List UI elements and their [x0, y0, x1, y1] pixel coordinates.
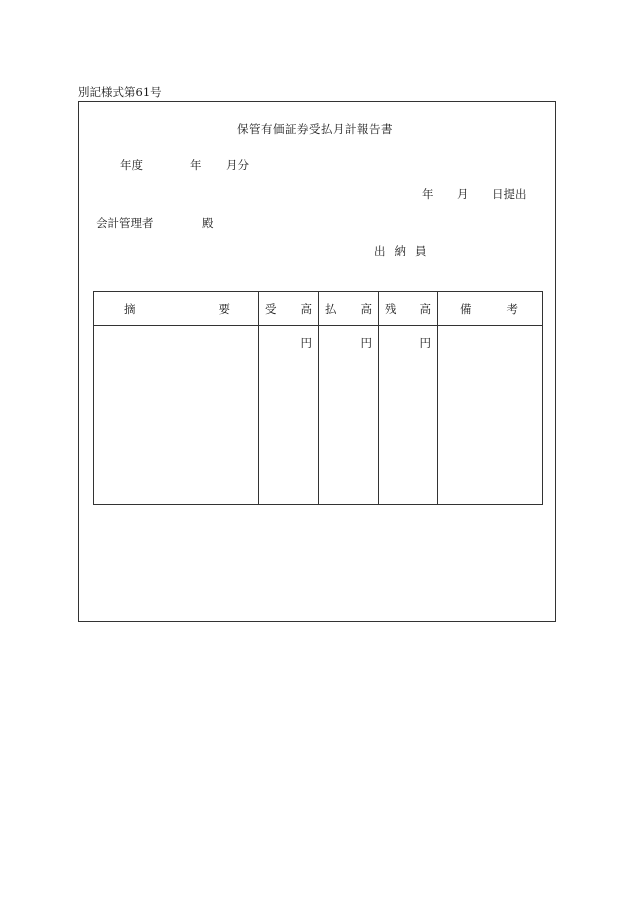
header-notes-char-1: 備 — [460, 301, 472, 316]
fiscal-year-label: 年度 — [120, 158, 143, 172]
cell-notes — [438, 326, 543, 505]
yen-unit-balance: 円 — [419, 336, 431, 350]
header-summary-char-1: 摘 — [124, 301, 136, 316]
period-year-label: 年 — [190, 158, 202, 172]
cashier-label: 出納員 — [374, 244, 436, 258]
cell-received — [259, 326, 319, 505]
yen-unit-received: 円 — [300, 336, 312, 350]
submission-year-label: 年 — [422, 187, 434, 201]
cell-paid — [319, 326, 379, 505]
header-paid-char-1: 払 — [325, 301, 337, 316]
header-received-char-2: 高 — [300, 301, 312, 316]
addressee-title: 会計管理者 — [96, 216, 154, 230]
header-balance-char-2: 高 — [419, 301, 431, 316]
cell-balance — [379, 326, 438, 505]
submission-month-label: 月 — [457, 187, 469, 201]
table-header-row — [94, 292, 543, 326]
header-balance-char-1: 残 — [385, 301, 397, 316]
period-month-label: 月分 — [226, 158, 249, 172]
header-summary — [94, 292, 259, 326]
header-paid — [319, 292, 379, 326]
form-number-label: 別記様式第61号 — [78, 85, 162, 99]
header-received-char-1: 受 — [265, 301, 277, 316]
ledger-table — [93, 291, 543, 505]
header-summary-char-2: 要 — [218, 301, 230, 316]
header-notes-char-2: 考 — [506, 301, 518, 316]
header-balance — [379, 292, 438, 326]
header-paid-char-2: 高 — [360, 301, 372, 316]
table-row — [94, 326, 543, 505]
header-received — [259, 292, 319, 326]
cell-summary — [94, 326, 259, 505]
addressee-honorific: 殿 — [202, 216, 214, 230]
document-title: 保管有価証券受払月計報告書 — [237, 122, 393, 136]
yen-unit-paid: 円 — [360, 336, 372, 350]
submission-day-label: 日提出 — [492, 187, 527, 201]
header-notes — [438, 292, 543, 326]
